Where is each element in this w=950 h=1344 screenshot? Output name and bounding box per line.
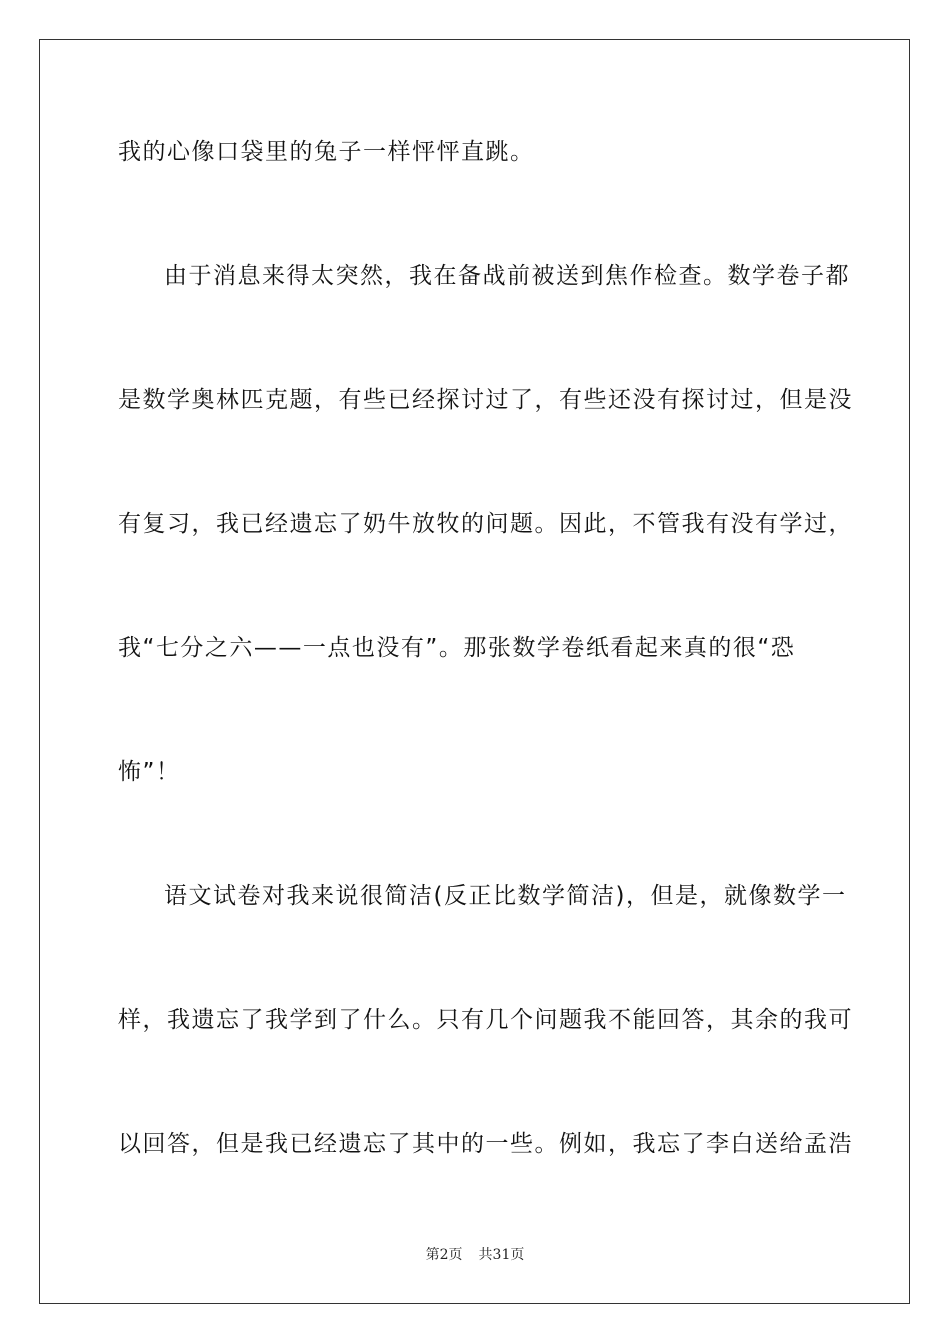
text-line: 我“七分之六——一点也没有”。那张数学卷纸看起来真的很“恐 <box>118 635 796 661</box>
text-line: 有复习，我已经遗忘了奶牛放牧的问题。因此，不管我有没有学过， <box>118 511 853 537</box>
page-number: 第2页 <box>425 1247 463 1263</box>
text-line: 是数学奥林匹克题，有些已经探讨过了，有些还没有探讨过，但是没 <box>118 387 853 413</box>
text-line: 由于消息来得太突然，我在备战前被送到焦作检查。数学卷子都 <box>164 263 850 289</box>
text-line: 样，我遗忘了我学到了什么。只有几个问题我不能回答，其余的我可 <box>118 1007 853 1033</box>
page-border <box>39 39 910 1304</box>
page-total: 共31页 <box>478 1247 525 1263</box>
page-footer <box>0 1246 950 1264</box>
text-line: 我的心像口袋里的兔子一样怦怦直跳。 <box>118 139 535 165</box>
text-line: 语文试卷对我来说很简洁(反正比数学简洁)，但是，就像数学一 <box>164 883 847 909</box>
text-line: 怖”！ <box>118 759 181 785</box>
text-line: 以回答，但是我已经遗忘了其中的一些。例如，我忘了李白送给孟浩 <box>118 1131 853 1157</box>
